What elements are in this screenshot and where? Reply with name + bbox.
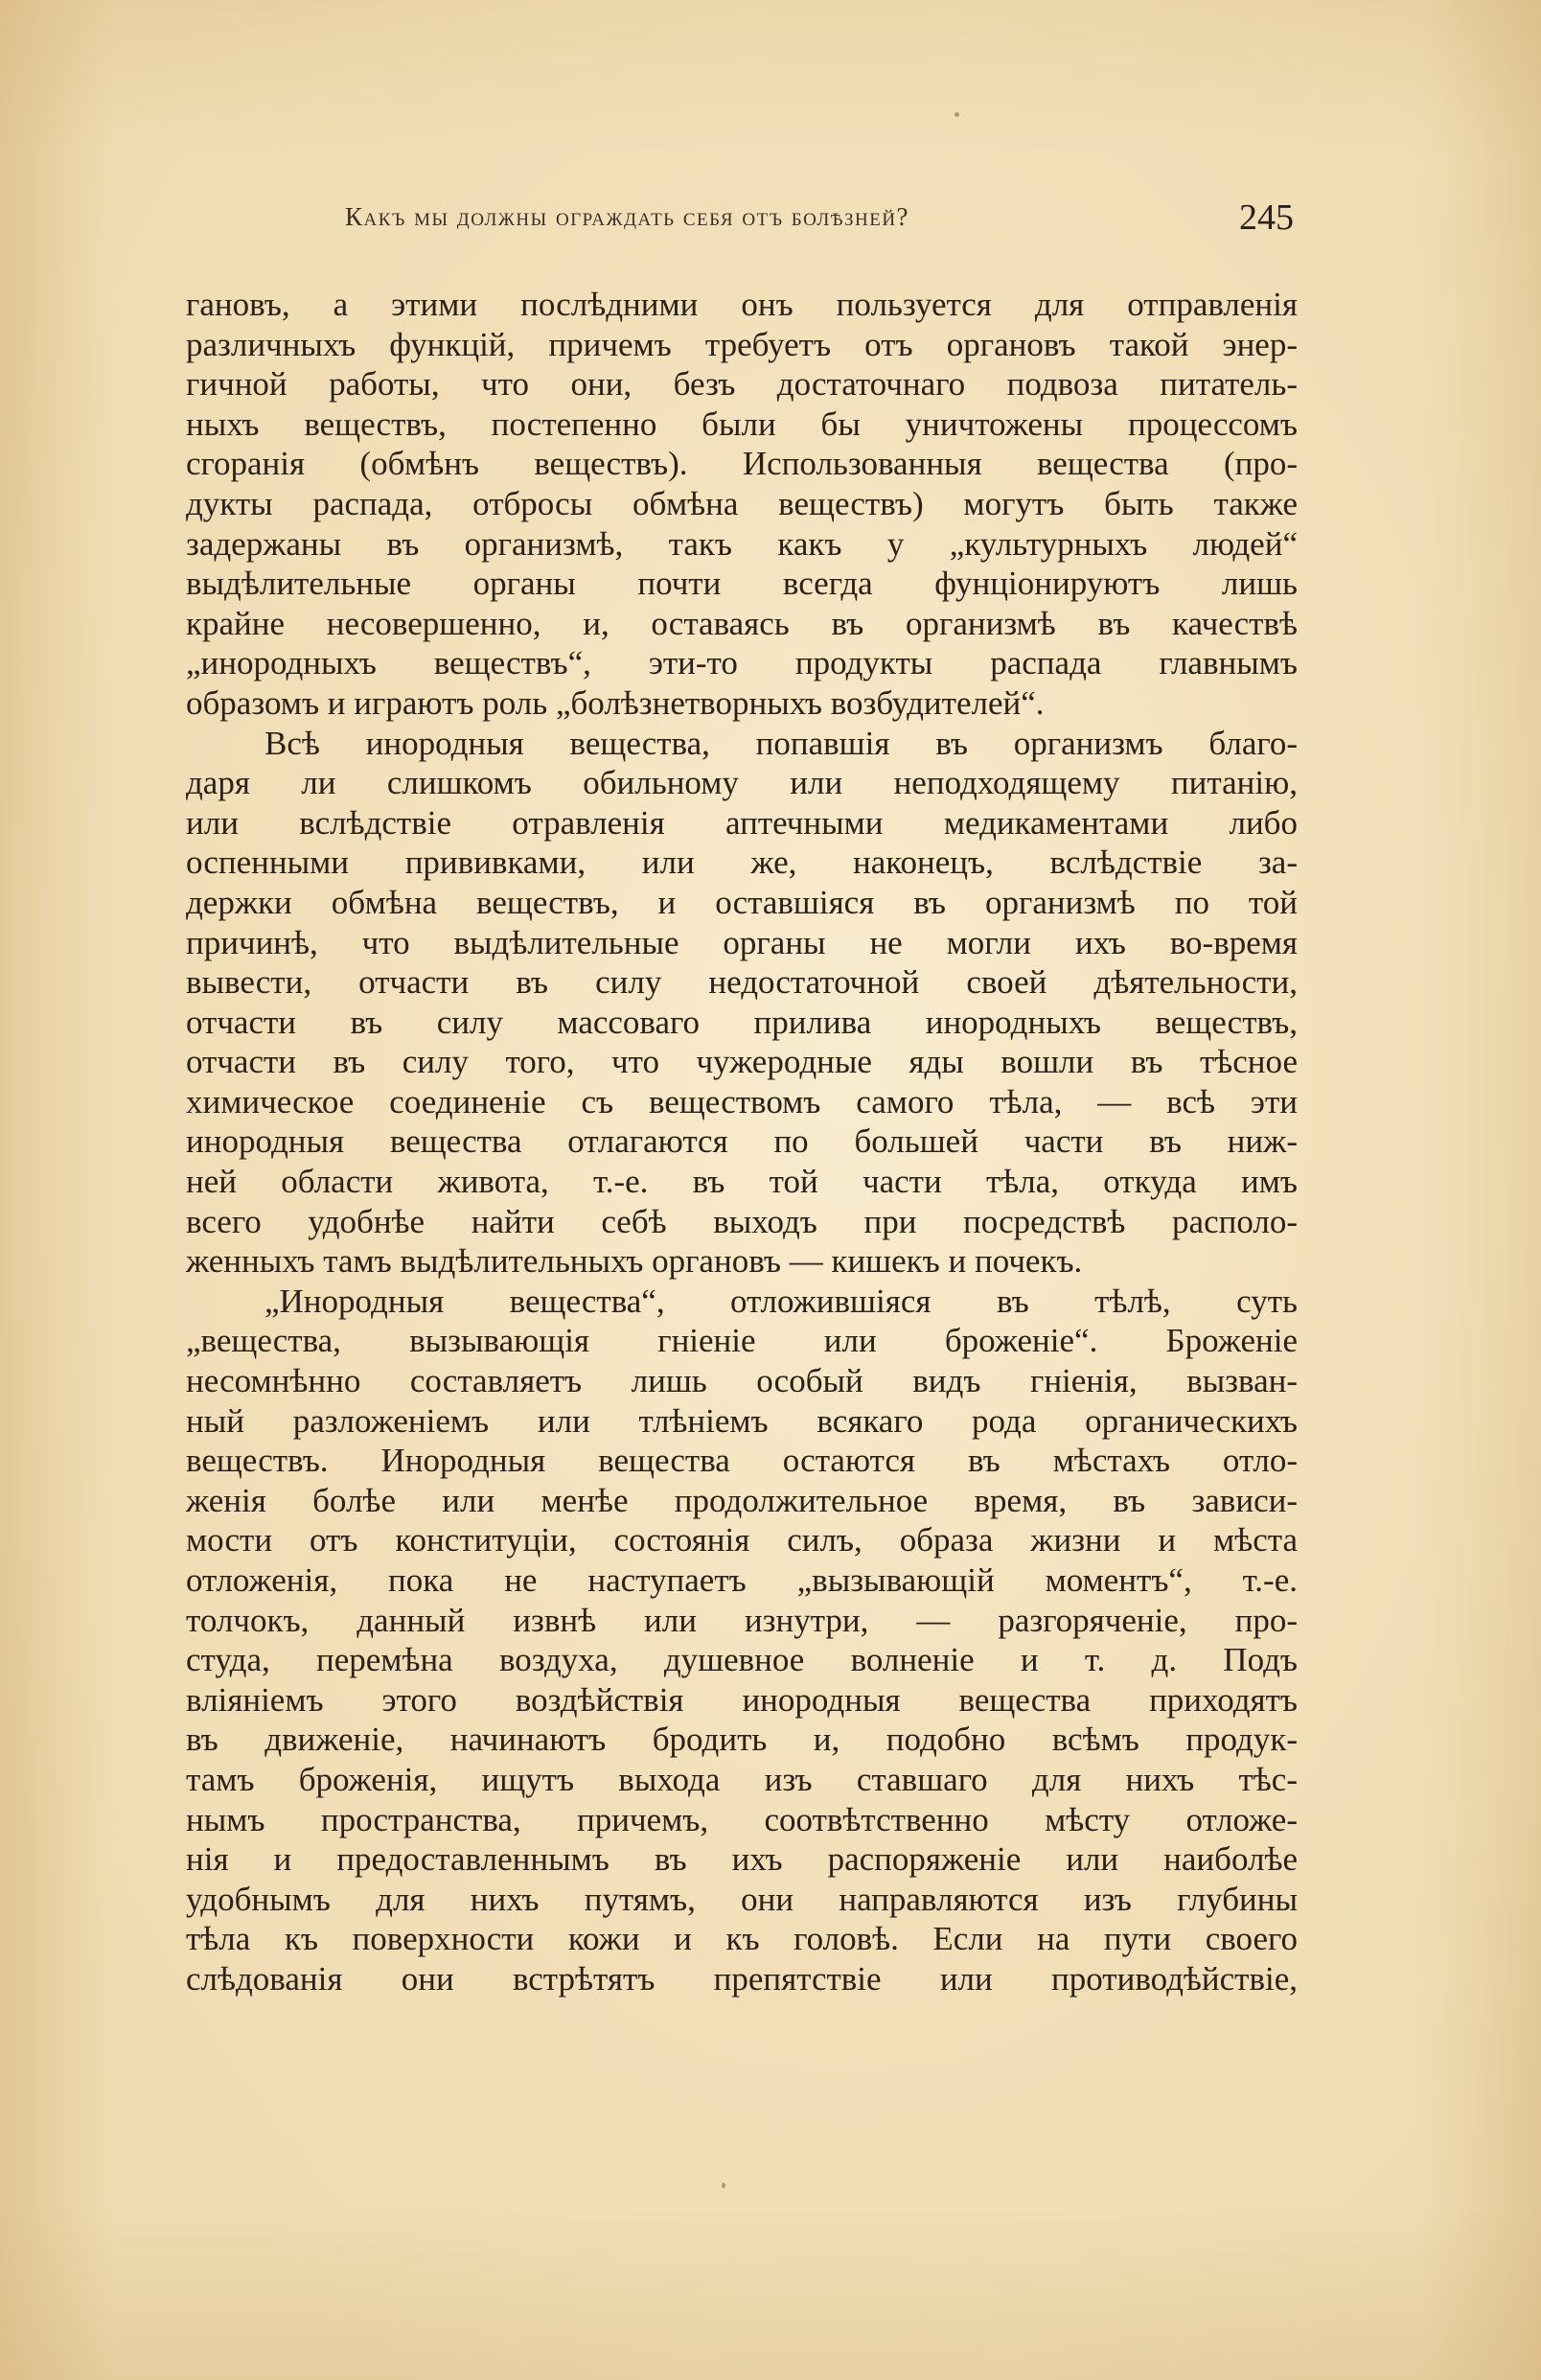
text-line: образомъ и играютъ роль „болѣзнетворныхъ возбудителей“. [186,683,1045,722]
text-line: различныхъ функцій, причемъ требуетъ отъ органовъ такой энер- [186,325,1298,363]
text-line: всего удобнѣе найти себѣ выходъ при посредствѣ располо- [186,1202,1298,1240]
text-line: въ движеніе, начинаютъ бродить и, подобно всѣмъ продук- [186,1721,1298,1759]
running-head [345,196,1294,244]
page-number: 245 [1239,197,1294,238]
text-line: ный разложеніемъ или тлѣніемъ всякаго рода органическихъ [186,1401,1298,1440]
running-title: Какъ мы должны ограждать себя отъ болѣзней? [345,202,910,231]
text-line: толчокъ, данный извнѣ или изнутри, — разгоряченіе, про- [186,1601,1298,1639]
text-line: сгоранія (обмѣнъ веществъ). Использованныя вещества (про- [186,445,1298,483]
text-line: студа, перемѣна воздуха, душевное волненіе и т. д. Подъ [186,1641,1298,1679]
text-line: отчасти въ силу массоваго прилива инородныхъ веществъ, [186,1003,1298,1041]
text-line: тѣла къ поверхности кожи и къ головѣ. Если на пути своего [186,1920,1298,1958]
text-line: несомнѣнно составляетъ лишь особый видъ гніенія, вызван- [186,1362,1298,1400]
paper-speck [954,112,959,117]
text-line: задержаны въ организмѣ, такъ какъ у „культурныхъ людей“ [186,524,1298,563]
text-line: веществъ. Инородныя вещества остаются въ мѣстахъ отло- [186,1442,1298,1480]
text-line: ней области живота, т.-е. въ той части тѣла, откуда имъ [186,1163,1298,1201]
text-line: выдѣлительные органы почти всегда фунціонируютъ лишь [186,565,1298,603]
text-line: тамъ броженія, ищутъ выхода изъ ставшаго для нихъ тѣс- [186,1760,1298,1798]
text-line: женныхъ тамъ выдѣлительныхъ органовъ — кишекъ и почекъ. [186,1242,1083,1281]
text-line: держки обмѣна веществъ, и оставшіяся въ организмѣ по той [186,883,1298,921]
text-line: Всѣ инородныя вещества, попавшія въ организмъ благо- [264,724,1298,762]
text-line: ныхъ веществъ, постепенно были бы уничтожены процессомъ [186,404,1298,443]
text-line: мости отъ конституціи, состоянія силъ, образа жизни и мѣста [186,1521,1298,1560]
body-text [186,285,1298,1999]
text-line: инородныя вещества отлагаются по большей части въ ниж- [186,1122,1298,1161]
text-line: вывести, отчасти въ силу недостаточной своей дѣятельности, [186,963,1298,1002]
text-line: отложенія, пока не наступаетъ „вызывающій моментъ“, т.-е. [186,1561,1298,1599]
text-line: даря ли слишкомъ обильному или неподходящему питанію, [186,764,1298,802]
text-line: отчасти въ силу того, что чужеродные яды вошли въ тѣсное [186,1043,1298,1081]
text-line: гичной работы, что они, безъ достаточнаго подвоза питатель- [186,365,1298,404]
paper-speck [722,2183,725,2188]
text-line: удобнымъ для нихъ путямъ, они направляются изъ глубины [186,1880,1298,1918]
text-line: нымъ пространства, причемъ, соотвѣтственно мѣсту отложе- [186,1800,1298,1838]
text-line: гановъ, а этими послѣдними онъ пользуется для отправленія [186,286,1298,323]
text-line: крайне несовершенно, и, оставаясь въ организмѣ въ качествѣ [186,604,1298,642]
text-line: „вещества, вызывающія гніеніе или броженіе“. Броженіе [186,1322,1298,1360]
text-line: причинѣ, что выдѣлительные органы не могли ихъ во-время [186,923,1298,961]
text-line: оспенными прививками, или же, наконецъ, вслѣдствіе за- [186,843,1298,882]
text-line: нія и предоставленнымъ въ ихъ распоряженіе или наиболѣе [186,1840,1298,1879]
text-line: химическое соединеніе съ веществомъ самого тѣла, — всѣ эти [186,1082,1298,1121]
text-line: вліяніемъ этого воздѣйствія инородныя вещества приходятъ [186,1680,1298,1719]
text-line: или вслѣдствіе отравленія аптечными медикаментами либо [186,803,1298,842]
text-line: дукты распада, отбросы обмѣна веществъ) могутъ быть также [186,484,1298,522]
text-line: „Инородныя вещества“, отложившіяся въ тѣлѣ, суть [264,1282,1298,1320]
text-line: женія болѣе или менѣе продолжительное время, въ зависи- [186,1481,1298,1519]
text-line: „инородныхъ веществъ“, эти-то продукты распада главнымъ [186,644,1298,682]
text-line: слѣдованія они встрѣтятъ препятствіе или противодѣйствіе, [186,1959,1298,1998]
